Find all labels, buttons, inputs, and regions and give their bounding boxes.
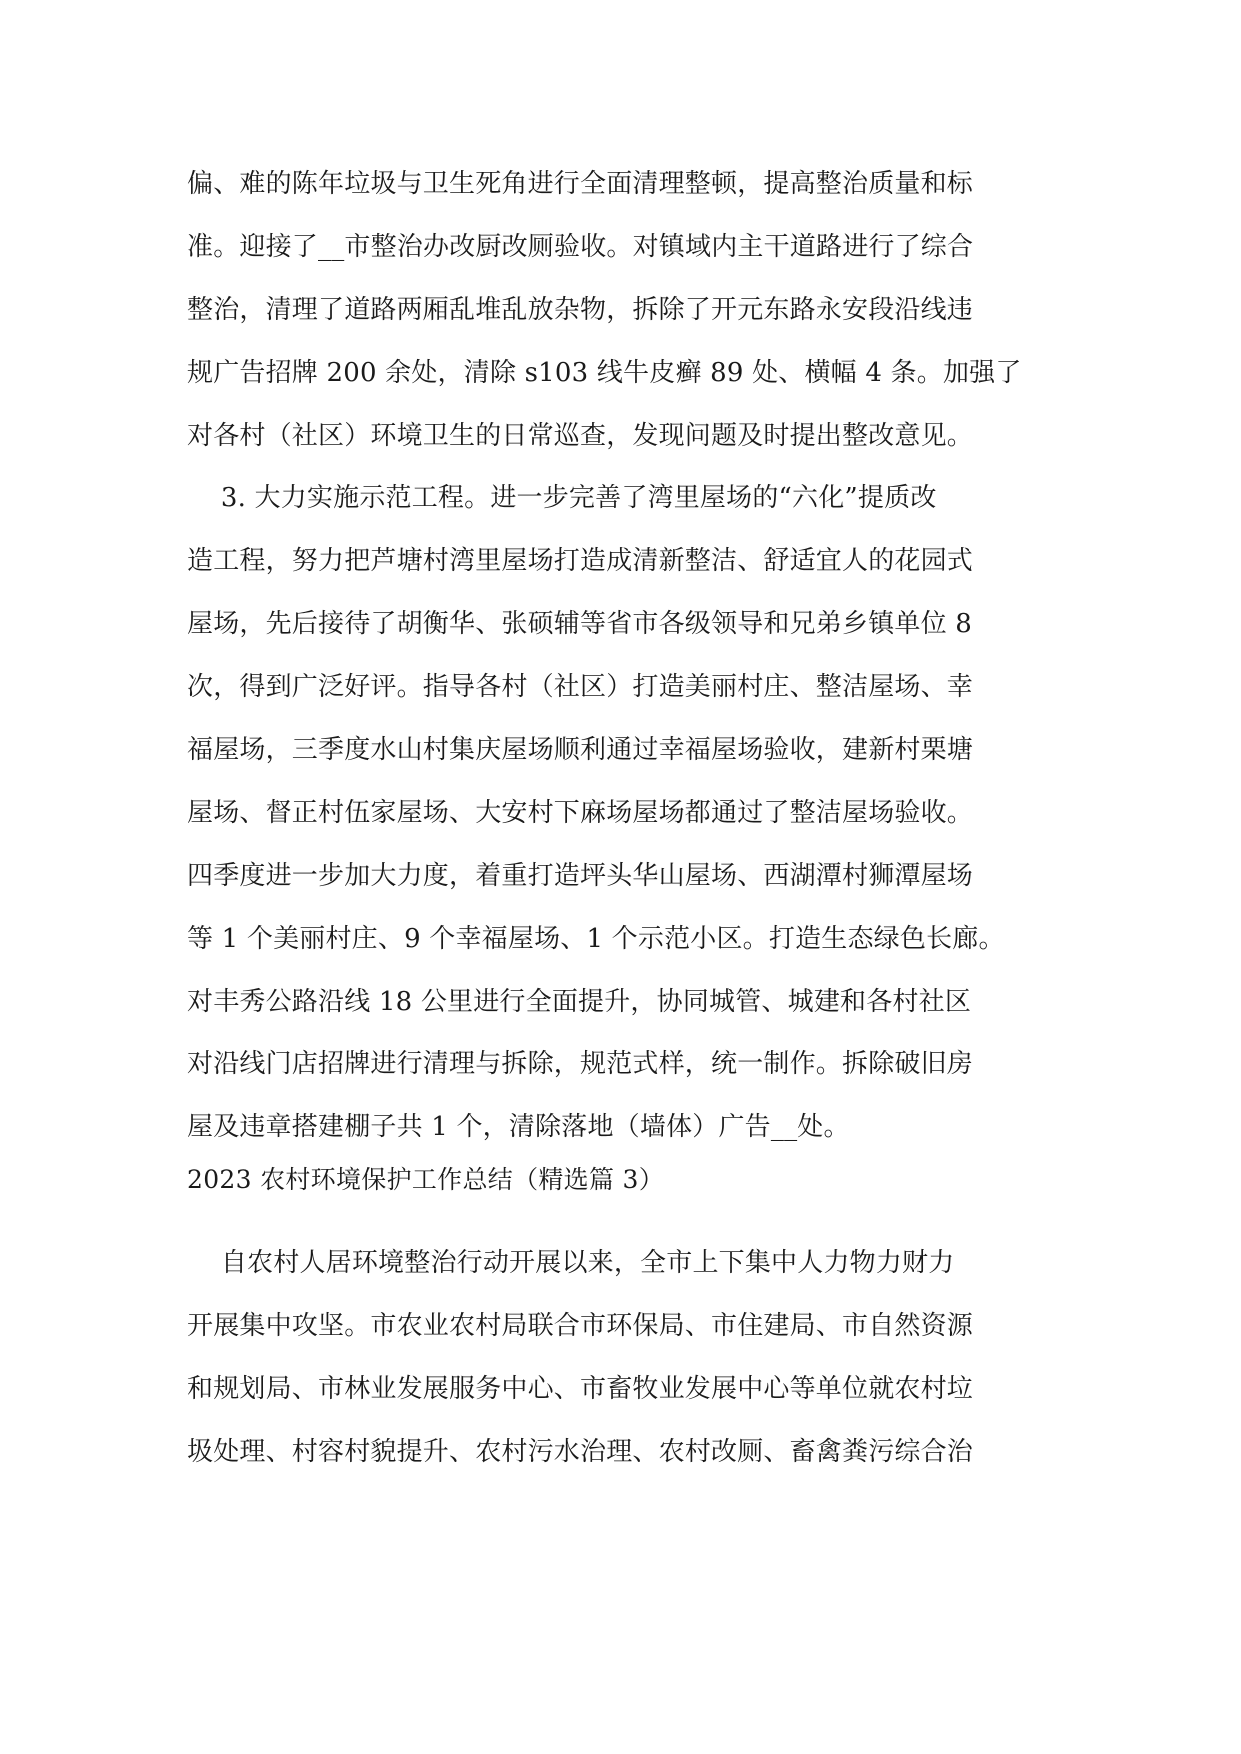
text-line: 3. 大力实施示范工程。进一步完善了湾里屋场的“六化”提质改 [187,483,937,514]
text-line: 福屋场，三季度水山村集庆屋场顺利通过幸福屋场验收，建新村栗塘 [187,735,974,766]
text-line: 和规划局、市林业发展服务中心、市畜牧业发展中心等单位就农村垃 [187,1373,974,1404]
text-line: 圾处理、村容村貌提升、农村污水治理、农村改厕、畜禽粪污综合治 [187,1436,974,1467]
text-line: 偏、难的陈年垃圾与卫生死角进行全面清理整顿，提高整治质量和标 [187,169,974,199]
text-line: 对各村（社区）环境卫生的日常巡查，发现问题及时提出整改意见。 [187,420,974,451]
text-line: 开展集中攻坚。市农业农村局联合市环保局、市住建局、市自然资源 [187,1310,974,1341]
text-line: 自农村人居环境整治行动开展以来，全市上下集中人力物力财力 [187,1248,955,1278]
text-line: 屋场，先后接待了胡衡华、张硕辅等省市各级领导和兄弟乡镇单位 8 [187,609,973,640]
text-line: 对丰秀公路沿线 18 公里进行全面提升，协同城管、城建和各村社区 [187,986,972,1017]
text-line: 准。迎接了__市整治办改厨改厕验收。对镇域内主干道路进行了综合 [187,231,974,262]
text-line: 整治，清理了道路两厢乱堆乱放杂物，拆除了开元东路永安段沿线违 [187,294,974,325]
body-text-block-2 [187,1232,1067,1484]
text-line: 对沿线门店招牌进行清理与拆除，规范式样，统一制作。拆除破旧房 [187,1049,974,1080]
text-line: 四季度进一步加大力度，着重打造坪头华山屋场、西湖潭村狮潭屋场 [187,860,974,891]
text-line: 屋及违章搭建棚子共 1 个，清除落地（墙体）广告__处。 [187,1112,850,1143]
text-line: 屋场、督正村伍家屋场、大安村下麻场屋场都通过了整洁屋场验收。 [187,797,974,828]
section-heading: 2023 农村环境保护工作总结（精选篇 3） [187,1165,665,1194]
text-line: 次，得到广泛好评。指导各村（社区）打造美丽村庄、整洁屋场、幸 [187,672,974,703]
text-line: 造工程，努力把芦塘村湾里屋场打造成清新整洁、舒适宜人的花园式 [187,546,974,577]
text-line: 等 1 个美丽村庄、9 个幸福屋场、1 个示范小区。打造生态绿色长廊。 [187,923,1005,954]
text-line: 规广告招牌 200 余处，清除 s103 线牛皮癣 89 处、横幅 4 条。加强了 [187,357,1022,388]
body-text-block-1 [187,153,1067,1159]
